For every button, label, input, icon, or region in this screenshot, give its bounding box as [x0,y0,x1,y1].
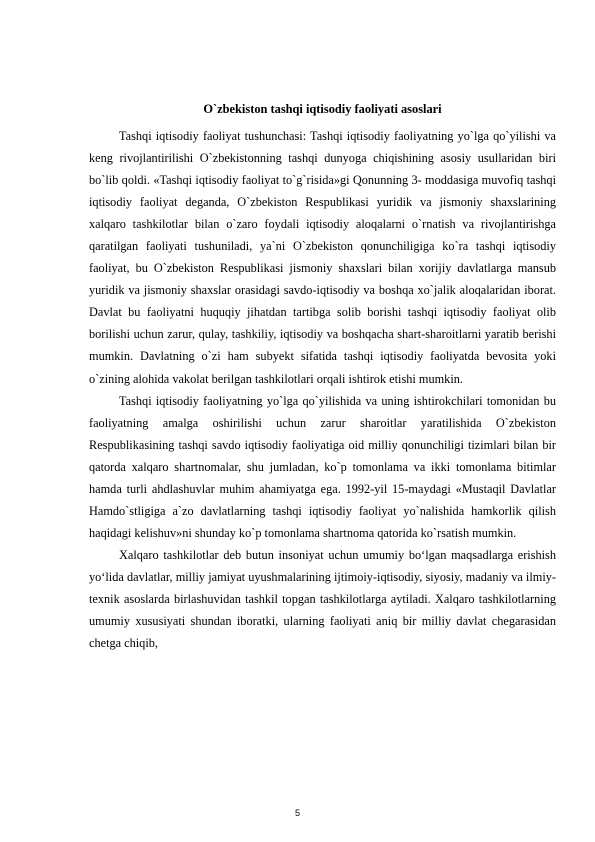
paragraph-3: Xalqaro tashkilotlar deb butun insoniyat uchun umumiy bo‘lgan maqsadlarga erishish yo‘lida davlatlar, milliy jamiyat uyushmalarining ijtimoiy-iqtisodiy, siyosiy, madaniy va ilmiy-texnik asoslarda birlashuvidan tashkil topgan tashkilotlarga aytiladi. Xalqaro tashkilotlarning umumiy xususiyati shundan iboratki, ularning faoliyati aniq bir milliy davlat chegarasidan chetga chiqib, [89,547,556,651]
paragraph-2: Tashqi iqtisodiy faoliyatning yo`lga qo`yilishida va uning ishtirokchilari tomonidan bu faoliyatning amalga oshirilishi uchun zarur sharoitlar yaratilishida O`zbekiston Respublikasining tashqi savdo iqtisodiy faoliyatiga oid milliy qonunchiligi tizimlari bilan bir qatorda xalqaro shartnomalar, shu jumladan, ko`p tomonlama va ikki tomonlama bitimlar hamda turli ahdlashuvlar muhim ahamiyatga ega. 1992-yil 15-maydagi «Mustaqil Davlatlar Hamdo`stligiga a`zo davlatlarning tashqi iqtisodiy faoliyat yo`nalishida hamkorlik qilish haqidagi kelishuv»ni shunday ko`p tomonlama shartnoma qatorida ko`rsatish mumkin. [89,393,556,540]
page-number: 5 [294,808,300,818]
document-title: O`zbekiston tashqi iqtisodiy faoliyati asoslari [203,102,442,116]
paragraph-1: Tashqi iqtisodiy faoliyat tushunchasi: Tashqi iqtisodiy faoliyatning yo`lga qo`yilishi va keng rivojlantirilishi O`zbekistonning tashqi dunyoga chiqishining asosiy usullaridan biri bo`lib qoldi. «Tashqi iqtisodiy faoliyat to`g`risida»gi Qonunning 3- moddasiga muvofiq tashqi iqtisodiy faoliyat deganda, O`zbekiston Respublikasi yuridik va jismoniy shaxslarining xalqaro tashkilotlar bilan o`zaro foydali iqtisodiy aloqalarni o`rnatish va rivojlantirishga qaratilgan faoliyati tushuniladi, ya`ni O`zbekiston qonunchiligiga ko`ra tashqi iqtisodiy faoliyat, bu O`zbekiston Respublikasi jismoniy shaxslari bilan xorijiy davlatlarga mansub yuridik va jismoniy shaxslar orasidagi savdo-iqtisodiy va boshqa xo`jalik aloqalaridan iborat. Davlat bu faoliyatni huquqiy jihatdan tartibga solib borishi tashqi iqtisodiy faoliyat olib borilishi uchun zarur, qulay, tashkiliy, iqtisodiy va boshqacha shart-sharoitlarni yaratib berishi mumkin. Davlatning o`zi ham subyekt sifatida tashqi iqtisodiy faoliyatda bevosita yoki o`zining alohida vakolat berilgan tashkilotlari orqali ishtirok etishi mumkin. [89,129,556,386]
document-page [89,98,556,654]
